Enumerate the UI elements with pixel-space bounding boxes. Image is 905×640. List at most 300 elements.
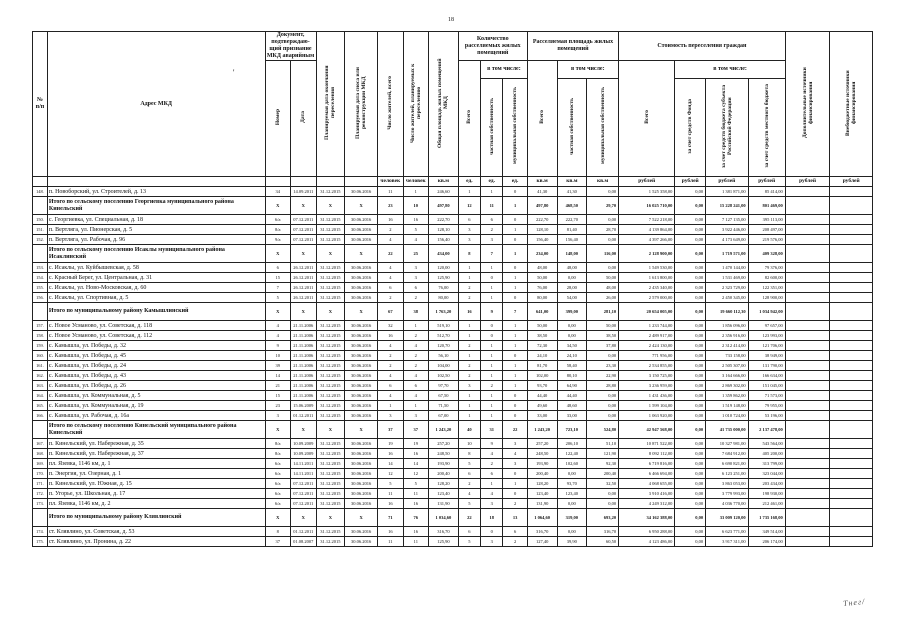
row-number: 172. — [33, 489, 48, 499]
row-cell: 1 613 800,00 — [619, 273, 675, 283]
row-cell: 3 — [403, 273, 428, 283]
row-cell: 30.06.2016 — [345, 283, 378, 293]
row-cell: 641,00 — [527, 303, 557, 321]
row-cell: 200,40 — [429, 469, 459, 479]
row-cell — [785, 421, 830, 439]
row-cell: 0 — [481, 321, 503, 331]
row-cell: 01.12.2011 — [291, 527, 317, 537]
row-cell: 33,00 — [527, 411, 557, 421]
row-cell: 21.11.2006 — [291, 351, 317, 361]
row-cell: 8/а — [265, 449, 290, 459]
header-extra-sources: Дополнительные источники финансирования — [785, 32, 830, 177]
row-cell: 11 — [403, 489, 428, 499]
row-address: с. Камышла, ул. Победы, д. 32 — [47, 341, 265, 351]
unit-cell: рублей — [785, 177, 830, 187]
row-cell: 50,00 — [527, 273, 557, 283]
row-cell: 200,40 — [527, 469, 557, 479]
row-cell: X — [291, 245, 317, 263]
row-cell — [785, 263, 830, 273]
row-cell: 6/а — [265, 479, 290, 489]
row-cell: 1 381 871,00 — [706, 187, 748, 197]
row-cell: 222,70 — [429, 215, 459, 225]
row-cell: 1 — [503, 197, 527, 215]
row-cell — [830, 509, 873, 527]
row-cell: 6/а — [265, 459, 290, 469]
row-cell: 0 — [503, 215, 527, 225]
row-cell: 39 — [265, 361, 290, 371]
row-cell: 3 — [481, 537, 503, 547]
row-cell: 1 531 469,00 — [706, 273, 748, 283]
row-cell: 349 514,00 — [748, 527, 785, 537]
row-address: п. Вертляга, ул. Пионерская, д. 5 — [47, 225, 265, 235]
row-cell: 10.09.2009 — [291, 439, 317, 449]
row-cell: 2 — [458, 361, 480, 371]
row-cell: 80,10 — [557, 371, 587, 381]
header-area-municipal: муниципальная собственность — [587, 79, 619, 177]
row-cell: 0,00 — [675, 235, 706, 245]
row-cell: 1 — [503, 283, 527, 293]
row-cell: 4 — [378, 341, 403, 351]
row-cell: 81,40 — [557, 225, 587, 235]
row-cell: 1 — [503, 273, 527, 283]
row-cell: 2 — [503, 537, 527, 547]
row-cell: 2 — [403, 351, 428, 361]
row-cell — [785, 489, 830, 499]
row-cell: 1 034,60 — [429, 509, 459, 527]
header-cost-fund: за счет средств Фонда — [675, 79, 706, 177]
row-cell: 1 — [503, 341, 527, 351]
row-address: с. Камышла, ул. Рабочая, д. 16а — [47, 411, 265, 421]
row-cell: 41,30 — [557, 187, 587, 197]
row-cell: 0,00 — [675, 469, 706, 479]
row-number: 156. — [33, 293, 48, 303]
row-cell: 2 — [481, 381, 503, 391]
row-cell: 30.06.2016 — [345, 489, 378, 499]
header-doc-number: Номер — [265, 61, 290, 177]
row-cell: 4 139 864,00 — [619, 225, 675, 235]
row-cell: 58,40 — [557, 361, 587, 371]
row-cell: 1 549 530,00 — [619, 263, 675, 273]
row-cell: 50,00 — [527, 321, 557, 331]
housing-resettlement-table — [32, 31, 873, 547]
row-number: 167. — [33, 439, 48, 449]
row-cell: 34,50 — [557, 341, 587, 351]
row-cell: 2 869 302,00 — [706, 381, 748, 391]
row-cell: 2 — [378, 293, 403, 303]
row-cell: 0,00 — [675, 509, 706, 527]
row-cell: 67,00 — [429, 411, 459, 421]
row-cell: 1 735 168,00 — [748, 509, 785, 527]
row-cell: 120,70 — [429, 341, 459, 351]
row-cell: 44,40 — [527, 391, 557, 401]
row-cell: 0,00 — [587, 411, 619, 421]
row-cell: 22 — [378, 245, 403, 263]
row-cell — [830, 361, 873, 371]
row-cell: 22,90 — [587, 371, 619, 381]
table-row — [33, 411, 873, 421]
row-cell — [785, 509, 830, 527]
row-cell: 3 922 446,00 — [706, 225, 748, 235]
row-cell: X — [265, 197, 290, 215]
row-cell: 31.12.2015 — [316, 235, 345, 245]
row-cell: 38 — [403, 303, 428, 321]
row-number: 160. — [33, 351, 48, 361]
row-cell: 16 — [403, 215, 428, 225]
row-cell — [785, 235, 830, 245]
row-cell: 11 — [378, 187, 403, 197]
row-cell: 21 — [265, 381, 290, 391]
row-cell: 248,50 — [429, 449, 459, 459]
row-number: 162. — [33, 371, 48, 381]
row-cell: 60,50 — [587, 537, 619, 547]
row-cell: 31.12.2015 — [316, 263, 345, 273]
row-cell: 0 — [503, 235, 527, 245]
row-cell: 125,90 — [429, 537, 459, 547]
row-cell: 1 — [503, 321, 527, 331]
row-cell: 31.12.2015 — [316, 371, 345, 381]
row-cell: 30.06.2016 — [345, 479, 378, 489]
table-row — [33, 187, 873, 197]
row-cell: 222,70 — [557, 215, 587, 225]
table-row — [33, 537, 873, 547]
row-cell: 6 — [378, 283, 403, 293]
row-cell: 50,00 — [587, 273, 619, 283]
row-cell — [830, 341, 873, 351]
row-address: с. Камышла, ул. Коммунальная, д. 5 — [47, 391, 265, 401]
row-cell: 0,00 — [587, 351, 619, 361]
row-number: 151. — [33, 225, 48, 235]
row-cell: 4 — [265, 331, 290, 341]
row-cell: 2 435 340,00 — [619, 283, 675, 293]
row-cell: 48,00 — [587, 283, 619, 293]
row-cell: 30.06.2016 — [345, 537, 378, 547]
row-number: 173. — [33, 499, 48, 509]
row-cell — [785, 215, 830, 225]
row-address: п. Кинельский, ул. Набережная, д. 35 — [47, 439, 265, 449]
row-cell — [785, 449, 830, 459]
row-cell: 156,40 — [429, 235, 459, 245]
row-cell: 20 654 005,00 — [619, 303, 675, 321]
row-cell: X — [316, 421, 345, 439]
row-cell: 0 — [503, 489, 527, 499]
row-number: 174. — [33, 527, 48, 537]
row-cell: 8 — [265, 527, 290, 537]
row-cell: 19 — [403, 439, 428, 449]
row-cell: 6 — [481, 215, 503, 225]
table-row — [33, 225, 873, 235]
row-cell — [785, 341, 830, 351]
row-cell: 54,00 — [557, 293, 587, 303]
subtotal-row — [33, 245, 873, 263]
row-cell — [830, 537, 873, 547]
row-cell: 3 236 959,00 — [619, 381, 675, 391]
row-cell: 07.12.2011 — [291, 479, 317, 489]
row-cell: 2 — [403, 361, 428, 371]
row-cell — [830, 527, 873, 537]
row-cell: 81,70 — [527, 361, 557, 371]
row-cell: 2 — [458, 293, 480, 303]
row-cell: 0,00 — [675, 361, 706, 371]
row-cell: 31.12.2015 — [316, 439, 345, 449]
row-cell — [830, 303, 873, 321]
row-cell: 3 — [458, 235, 480, 245]
row-cell: 125,90 — [429, 273, 459, 283]
row-cell: 38,50 — [587, 331, 619, 341]
row-cell — [785, 245, 830, 263]
row-cell: 32 — [378, 321, 403, 331]
row-cell — [830, 283, 873, 293]
row-cell: 3 — [503, 439, 527, 449]
row-address: с. Исаклы, ул. Ново-Московская, д. 60 — [47, 283, 265, 293]
row-cell: 31.12.2015 — [316, 293, 345, 303]
table-body — [33, 187, 873, 547]
row-cell: 468,50 — [557, 197, 587, 215]
unit-cell: кв.м — [557, 177, 587, 187]
row-cell: X — [316, 245, 345, 263]
row-address: с. Красный Берег, ул. Центральная, д. 31 — [47, 273, 265, 283]
row-cell: 97,70 — [429, 381, 459, 391]
row-number — [33, 197, 48, 215]
row-address: с. Георгиевка, ул. Специальная, д. 18 — [47, 215, 265, 225]
row-cell: 23,30 — [587, 361, 619, 371]
row-cell: 31.12.2015 — [316, 489, 345, 499]
header-planned-end: Планируемая дата окончания переселения — [316, 32, 345, 177]
row-cell: 1 — [481, 411, 503, 421]
row-cell: 3 — [265, 411, 290, 421]
row-cell: 31.12.2015 — [316, 381, 345, 391]
row-cell: 15 228 241,00 — [706, 197, 748, 215]
row-cell: 31.12.2015 — [316, 411, 345, 421]
row-cell: 3 910 416,00 — [619, 489, 675, 499]
row-cell: 203 434,00 — [748, 479, 785, 489]
row-cell: 10 871 522,00 — [619, 439, 675, 449]
row-cell: 0,00 — [557, 469, 587, 479]
row-cell: 1 — [481, 263, 503, 273]
row-cell: 53 196,00 — [748, 411, 785, 421]
row-cell: 497,80 — [527, 197, 557, 215]
row-cell: 3 164 666,00 — [706, 371, 748, 381]
row-cell: 1 — [503, 371, 527, 381]
row-cell — [830, 351, 873, 361]
row-cell: 1 — [481, 401, 503, 411]
row-cell: X — [291, 509, 317, 527]
row-cell: 71 — [378, 509, 403, 527]
row-cell: 0,00 — [587, 499, 619, 509]
row-cell: 34 162 388,00 — [619, 509, 675, 527]
row-cell — [785, 225, 830, 235]
row-number: 150. — [33, 215, 48, 225]
row-cell: 2 — [481, 459, 503, 469]
row-cell: 49,60 — [527, 401, 557, 411]
row-cell — [785, 351, 830, 361]
row-cell — [785, 303, 830, 321]
row-cell: 79 376,00 — [748, 263, 785, 273]
row-cell: 14 — [403, 459, 428, 469]
row-cell: 6 123 251,00 — [706, 469, 748, 479]
row-cell: 31.12.2015 — [316, 283, 345, 293]
row-cell: 0 — [503, 263, 527, 273]
row-cell: 67 — [378, 303, 403, 321]
row-cell: 2 312 414,00 — [706, 341, 748, 351]
row-cell: 519,10 — [429, 321, 459, 331]
row-cell: 97 657,00 — [748, 321, 785, 331]
row-cell: 6 690 821,00 — [706, 459, 748, 469]
row-cell: 82 600,00 — [748, 273, 785, 283]
row-cell: 2 356 916,00 — [706, 331, 748, 341]
row-cell: 31.12.2015 — [316, 341, 345, 351]
header-area-including: в том числе: — [557, 61, 619, 79]
row-cell: 0,00 — [557, 273, 587, 283]
row-cell: 0 — [481, 527, 503, 537]
row-cell — [830, 421, 873, 439]
row-cell: 4 173 649,00 — [706, 235, 748, 245]
row-cell: 39,90 — [557, 537, 587, 547]
row-cell: 9/а — [265, 235, 290, 245]
row-cell — [830, 263, 873, 273]
row-cell: 395 113,00 — [748, 215, 785, 225]
row-cell: 64,90 — [557, 381, 587, 391]
row-cell: 30.06.2016 — [345, 381, 378, 391]
row-cell: 30.06.2016 — [345, 225, 378, 235]
row-cell: 5 — [265, 293, 290, 303]
row-cell: 246,60 — [429, 187, 459, 197]
row-cell: 30.06.2016 — [345, 273, 378, 283]
row-cell — [785, 273, 830, 283]
header-doc-date: Дата — [291, 61, 317, 177]
row-cell: 6 — [403, 283, 428, 293]
row-cell: 1 — [481, 187, 503, 197]
row-address: п. Кинельский, ул. Южная, д. 15 — [47, 479, 265, 489]
row-cell: 206 174,00 — [748, 537, 785, 547]
row-cell: 1 — [503, 331, 527, 341]
row-cell: 316,70 — [429, 527, 459, 537]
row-cell: 15 — [265, 273, 290, 283]
row-cell: 8 — [458, 245, 480, 263]
row-cell: X — [345, 509, 378, 527]
row-cell: 6 950 288,00 — [619, 527, 675, 537]
header-cost-total: Всего — [619, 61, 675, 177]
row-cell: 12 — [378, 469, 403, 479]
row-cell: 38 949,00 — [748, 351, 785, 361]
row-cell: 208 497,00 — [748, 225, 785, 235]
row-cell: 1 525 358,00 — [619, 187, 675, 197]
row-cell: 0,00 — [557, 321, 587, 331]
row-cell: 3 — [458, 225, 480, 235]
row-cell: 102,60 — [557, 459, 587, 469]
row-cell: 3 779 993,00 — [706, 489, 748, 499]
row-cell: 16 — [378, 527, 403, 537]
row-cell: 33,00 — [557, 411, 587, 421]
row-cell: 2 — [378, 225, 403, 235]
table-row — [33, 351, 873, 361]
row-cell: 10.09.2009 — [291, 449, 317, 459]
row-number: 168. — [33, 449, 48, 459]
row-cell: 4 — [481, 449, 503, 459]
row-cell — [785, 401, 830, 411]
row-cell: 1 — [481, 351, 503, 361]
row-cell: 0,00 — [675, 381, 706, 391]
row-cell: 4 — [403, 391, 428, 401]
row-cell: 6 466 694,00 — [619, 469, 675, 479]
row-cell: 0,00 — [675, 537, 706, 547]
row-cell — [785, 197, 830, 215]
row-cell: 21.11.2006 — [291, 331, 317, 341]
header-cost-subject: за счет средств бюджета субъекта Российской Федерации — [706, 79, 748, 177]
row-cell: 0,00 — [587, 263, 619, 273]
row-cell: 1 233 744,00 — [619, 321, 675, 331]
row-address: Итого по муниципальному району Камышлинский — [47, 303, 265, 321]
row-cell: 19 660 112,30 — [706, 303, 748, 321]
row-address: п. Вертляга, ул. Рабочая, д. 96 — [47, 235, 265, 245]
row-cell: 31.12.2015 — [316, 537, 345, 547]
row-cell: 0,00 — [675, 215, 706, 225]
row-cell: 22 — [503, 421, 527, 439]
row-cell: 8 — [458, 449, 480, 459]
row-cell — [830, 499, 873, 509]
header-cost-local: за счет средств местного бюджета — [748, 79, 785, 177]
row-cell: 0,00 — [557, 527, 587, 537]
row-cell: 0,00 — [587, 215, 619, 225]
row-cell: 07.12.2011 — [291, 499, 317, 509]
row-cell: 2 579 000,00 — [619, 293, 675, 303]
row-cell: 23 — [265, 401, 290, 411]
table-row — [33, 439, 873, 449]
row-cell: 8/а — [265, 225, 290, 235]
row-cell: 0,00 — [675, 421, 706, 439]
row-cell: 2 — [503, 499, 527, 509]
row-cell: 0,00 — [557, 499, 587, 509]
table-row — [33, 489, 873, 499]
row-cell: 30.06.2016 — [345, 215, 378, 225]
row-cell: 131,90 — [429, 499, 459, 509]
row-cell: 123,40 — [527, 489, 557, 499]
row-cell: 48,00 — [527, 263, 557, 273]
row-cell — [785, 187, 830, 197]
row-cell: 281,10 — [587, 303, 619, 321]
row-cell: 4 — [403, 235, 428, 245]
row-cell: 76,00 — [429, 283, 459, 293]
unit-cell: ед. — [458, 177, 480, 187]
row-cell: 37 — [403, 421, 428, 439]
row-address: с. Камышла, ул. Коммунальная, д. 19 — [47, 401, 265, 411]
row-cell: 257,20 — [527, 439, 557, 449]
row-cell: 4 — [481, 489, 503, 499]
row-cell: 21.11.2006 — [291, 341, 317, 351]
row-cell: 30.06.2016 — [345, 235, 378, 245]
row-cell: 6 — [503, 527, 527, 537]
row-cell: 12 — [403, 469, 428, 479]
row-number: 161. — [33, 361, 48, 371]
row-cell: 31.12.2015 — [316, 225, 345, 235]
row-cell: 10 — [265, 351, 290, 361]
row-cell: 10 — [458, 439, 480, 449]
row-cell — [830, 469, 873, 479]
row-cell: 0 — [481, 273, 503, 283]
row-cell: X — [316, 197, 345, 215]
row-cell: 18 — [481, 509, 503, 527]
row-cell — [830, 293, 873, 303]
row-cell: 0,00 — [675, 499, 706, 509]
row-cell: 30.06.2016 — [345, 341, 378, 351]
row-cell: 31.12.2015 — [316, 401, 345, 411]
row-cell: 31.12.2015 — [316, 273, 345, 283]
row-cell: 3 150 725,00 — [619, 371, 675, 381]
handwritten-note: Тнег/ — [842, 596, 866, 609]
row-cell — [830, 479, 873, 489]
row-cell: 120,00 — [429, 263, 459, 273]
row-cell: 11 — [481, 197, 503, 215]
row-cell: 48,60 — [557, 401, 587, 411]
